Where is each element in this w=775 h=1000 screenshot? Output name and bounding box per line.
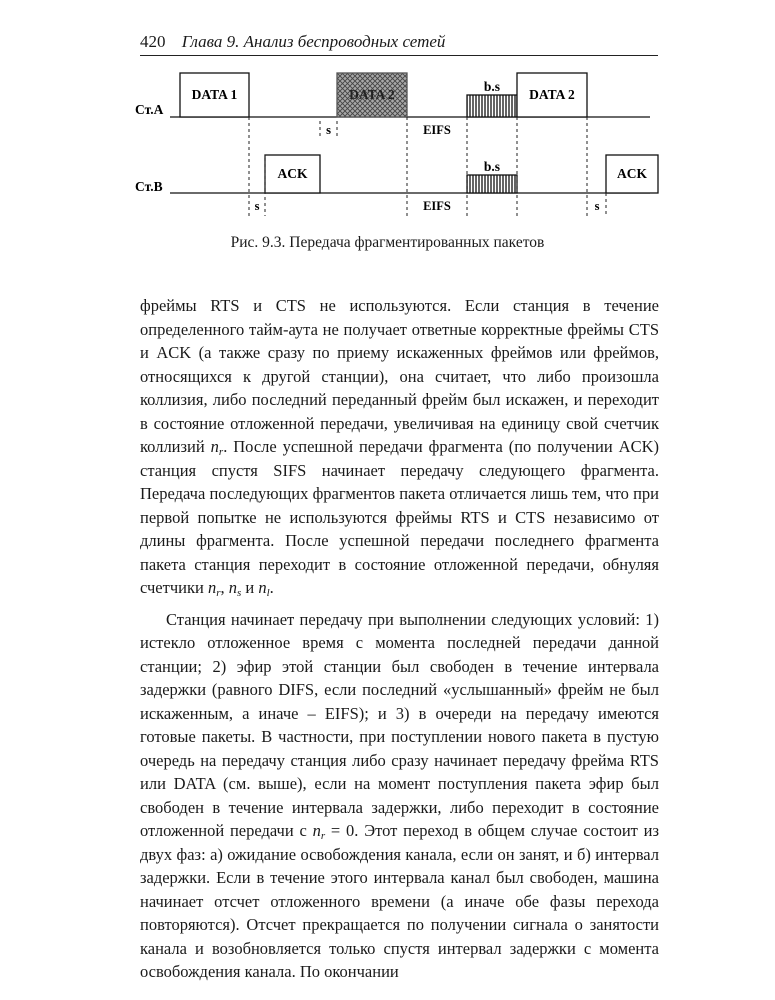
math-var: n <box>228 578 237 597</box>
backoff-label-b: b.s <box>483 159 501 174</box>
station-a-label: Ст.А <box>135 102 164 117</box>
backoff-label-a: b.s <box>483 79 501 94</box>
header-rule <box>140 55 658 56</box>
ack-label-2: ACK <box>617 166 647 181</box>
sifs-label-b1: s <box>254 199 260 213</box>
math-subscript: r <box>320 830 326 842</box>
math-var: n <box>312 821 321 840</box>
math-subscript: r <box>216 587 221 599</box>
math-var: n <box>210 437 219 456</box>
math-subscript: l <box>266 587 270 599</box>
math-var: n <box>207 578 217 597</box>
punctuation: . <box>269 578 274 597</box>
math-var: n <box>258 578 267 597</box>
sifs-label-a: s <box>326 123 331 137</box>
separator: , <box>220 578 229 597</box>
figure-caption: Рис. 9.3. Передача фрагментированных пакетов <box>230 234 545 251</box>
data2-label: DATA 2 <box>529 87 575 102</box>
paragraph-1-text-b: . После успешной передачи фрагмента (по получении ACK) станция спустя SIFS начинает передачу следующего фрагмента. Передача последующих фрагментов пакета отличается лишь тем, что при первой попытке не используются фреймы RTS и CTS независимо от длины фрагмента. После успешной передачи последнего фрагмента пакета станция переходит в состояние отложенной передачи, обнуляя счетчики <box>140 437 660 597</box>
paragraph-1 <box>140 294 659 600</box>
data1-label: DATA 1 <box>191 87 238 102</box>
timing-diagram <box>130 66 670 226</box>
backoff-slot-a <box>467 95 517 117</box>
running-head <box>140 32 660 52</box>
page-number: 420 <box>140 32 166 51</box>
conjunction: и <box>241 578 259 597</box>
paragraph-2 <box>140 608 659 984</box>
ack-label-1: ACK <box>277 166 308 181</box>
eifs-label-b: EIFS <box>423 199 451 213</box>
math-subscript: s <box>236 587 242 599</box>
backoff-slot-b <box>467 175 517 193</box>
math-equation: = 0 <box>325 821 355 840</box>
paragraph-2-text-a: Станция начинает передачу при выполнении следующих условий: 1) истекло отложенное время с момента последней передачи данной станции; 2) эфир этой станции был свободен в течение интервала задержки (равного DIFS, если последний «услышанный» фрейм не был искаженным, а иначе – EIFS); и 3) в очереди на передачу имеются готовые пакеты. В частности, при поступлении нового пакета в пустую очередь на передачу станция либо сразу начинает передачу фрейма RTS или DATA (см. выше), если на момент поступления пакета эфир был свободен в течение интервала задержки, либо переходит в состояние отложенной передачи с <box>140 609 659 840</box>
chapter-title: Глава 9. Анализ беспроводных сетей <box>181 32 446 51</box>
paragraph-1-text-a: фреймы RTS и CTS не используются. Если станция в течение определенного тайм-аута не получает ответные корректные фреймы CTS и ACK (а также сразу по приему искаженных фреймов или фреймов, относящихся к другой станции), она считает, что либо произошла коллизия, либо последний переданный фрейм был искажен, и переходит в состояние отложенной передачи, увеличивая на единицу свой счетчик коллизий <box>140 296 659 456</box>
sifs-label-b2: s <box>594 199 600 213</box>
math-subscript: r <box>218 446 224 458</box>
eifs-label-a: EIFS <box>423 123 451 137</box>
paragraph-2-text-b: . Этот переход в общем случае состоит из двух фаз: а) ожидание освобождения канала, если он занят, и б) интервал задержки. Если в течение этого интервала канал был свободен, машина начинает отсчет отложенного времени (а иначе обе фазы перехода повторяются). Отсчет прекращается по получении сигнала о занятости канала и возобновляется только спустя интервал задержки с момента освобождения канала. По окончании <box>140 821 660 981</box>
body-text <box>140 294 659 984</box>
data2-lost-label: DATA 2 <box>349 87 395 102</box>
station-b-label: Ст.В <box>135 179 163 194</box>
